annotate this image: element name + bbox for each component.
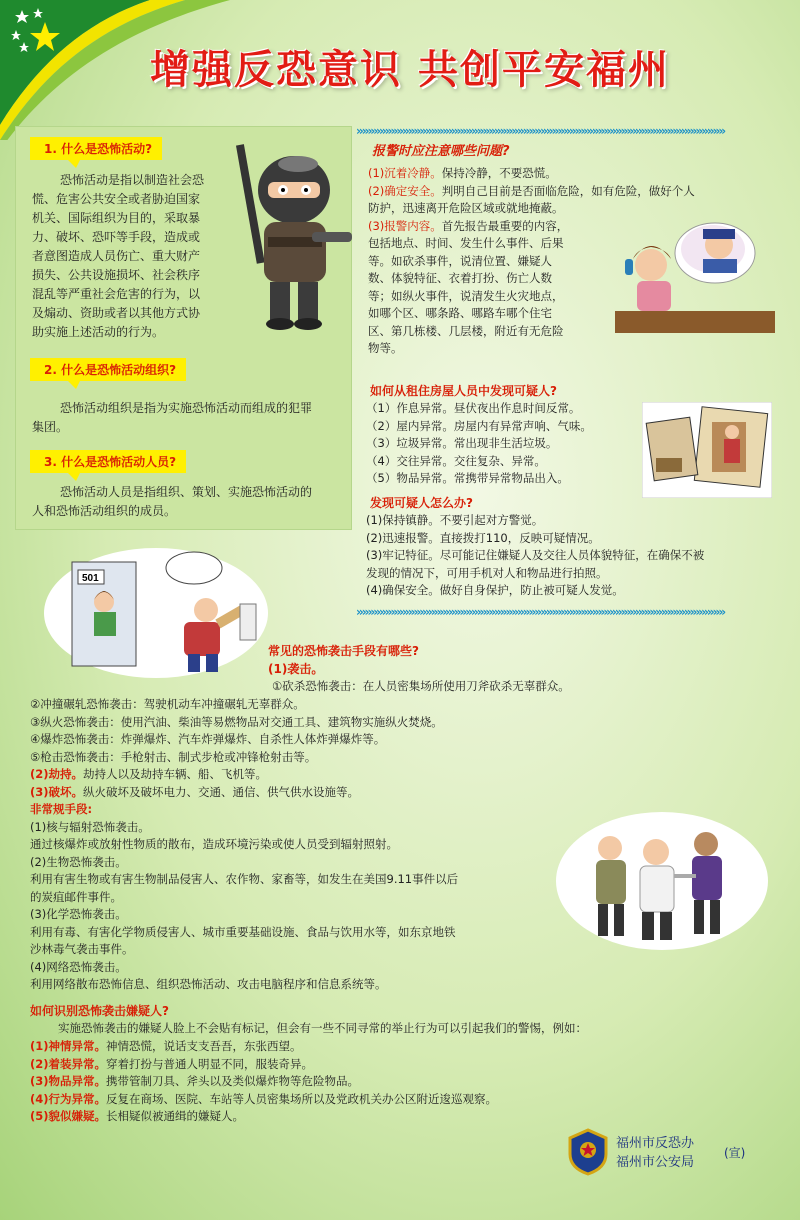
list-item: (2)确定安全。判明自己目前是否面临危险，如有危险，做好个人 — [368, 183, 695, 198]
door-visitor-illustration — [44, 548, 268, 678]
police-badge-icon — [566, 1128, 610, 1176]
list-item: ④爆炸恐怖袭击：炸弹爆炸、汽车炸弹爆炸、自杀性人体炸弹爆炸等。 — [30, 732, 386, 746]
phone-call-illustration — [615, 215, 775, 333]
list-item: ⑤枪击恐怖袭击：手枪射击、制式步枪或冲锋枪射击等。 — [30, 749, 317, 764]
footer-tag: (宣) — [724, 1146, 746, 1160]
masked-terrorist-illustration — [228, 142, 356, 332]
attack-line-1: ①砍杀恐怖袭击：在人员密集场所使用刀斧砍杀无辜群众。 — [272, 679, 570, 693]
list-item: 发现的情况下，可用手机对人和物品进行拍照。 — [366, 565, 608, 580]
list-item: 包括地点、时间、发生什么事件、后果 — [368, 236, 564, 250]
unconventional-heading: 非常规手段: — [30, 802, 93, 816]
list-item: 沙林毒气袭击事件。 — [30, 942, 134, 956]
list-item: （5）物品异常。常携带异常物品出入。 — [366, 471, 569, 485]
list-item: ③纵火恐怖袭击：使用汽油、柴油等易燃物品对交通工具、建筑物实施纵火焚烧。 — [30, 714, 443, 729]
list-item: (1)保持镇静。不要引起对方警觉。 — [366, 513, 544, 527]
list-item: 等。如砍杀事件，说清位置、嫌疑人 — [368, 253, 552, 268]
list-item: (1)沉着冷静。保持冷静，不要恐慌。 — [368, 166, 557, 180]
rental-heading: 如何从租住房屋人员中发现可疑人? — [370, 384, 557, 398]
list-item: (2)迅速报警。直接拨打110，反映可疑情况。 — [366, 530, 600, 545]
attack-heading: 常见的恐怖袭击手段有哪些? — [268, 644, 419, 658]
footer-org-2: 福州市公安局 — [616, 1155, 695, 1170]
found-list — [366, 512, 704, 600]
list-item: 如哪个区、哪条路、哪路车哪个住宅 — [368, 306, 552, 320]
list-item: 通过核爆炸或放射性物质的散布，造成环境污染或使人员受到辐射照射。 — [30, 837, 398, 851]
list-item: (4)行为异常。反复在商场、医院、车站等人员密集场所以及党政机关办公区附近逡巡观察。 — [30, 1091, 498, 1106]
footer-org-1: 福州市反恐办 — [616, 1136, 695, 1151]
attack-list — [30, 696, 458, 994]
found-heading: 发现可疑人怎么办? — [370, 496, 473, 510]
list-item: (4)确保安全。做好自身保护，防止被可疑人发觉。 — [366, 583, 624, 597]
list-item: 的炭疽邮件事件。 — [30, 889, 122, 904]
question-tag-1: 1. 什么是恐怖活动? — [30, 137, 162, 160]
list-item: （4）交往异常。交往复杂、异常。 — [366, 453, 546, 468]
identify-list — [30, 1038, 497, 1126]
list-item: 利用有毒、有害化学物质侵害人、城市重要基础设施、食品与饮用水等，如东京地铁 — [30, 924, 456, 939]
list-item: 利用有害生物或有害生物制品侵害人、农作物、家畜等，如发生在美国9.11事件以后 — [30, 872, 459, 886]
list-item: (1)核与辐射恐怖袭击。 — [30, 819, 150, 834]
suspicious-room-illustration — [642, 402, 772, 498]
list-item: (3)牢记特征。尽可能记住嫌疑人及交往人员体貌特征，在确保不被 — [366, 548, 705, 562]
answer-2: 恐怖活动组织是指为实施恐怖活动而组成的犯罪 集团。 — [32, 401, 313, 434]
list-item: （1）作息异常。昼伏夜出作息时间反常。 — [366, 401, 581, 415]
list-item: (3)破坏。纵火破坏及破坏电力、交通、通信、供气供水设施等。 — [30, 784, 360, 799]
list-item: 利用网络散布恐怖信息、组织恐怖活动、攻击电脑程序和信息系统等。 — [30, 977, 387, 991]
list-item: 防护，迅速离开危险区域或就地掩蔽。 — [368, 201, 564, 215]
list-item: (4)网络恐怖袭击。 — [30, 959, 127, 974]
question-tag-2: 2. 什么是恐怖活动组织? — [30, 358, 186, 381]
answer-1: 恐怖活动是指以制造社会恐 慌、危害公共安全或者胁迫国家 机关、国际组织为目的，采取暴 力、破坏、恐吓等手段，造成或 者意图造成人员伤亡、重大财产 损失、公共设施损坏、社会秩序 混乱等严重社会危害的行为，以 及煽动、资助或者以其他方式协 助实施上述活动的行为。 — [32, 173, 205, 339]
list-item: （2）屋内异常。房屋内有异常声响、气味。 — [366, 418, 592, 433]
chevron-divider: »»»»»»»»»»»»»»»»»»»»»»»»»»»»»»»»»»»»»»»»»»»»»»»»»»»»»»»»»»»»»»»» — [356, 605, 725, 619]
report-heading: 报警时应注意哪些问题? — [372, 144, 510, 159]
list-item: (3)化学恐怖袭击。 — [30, 907, 127, 921]
list-item: (2)生物恐怖袭击。 — [30, 854, 127, 869]
attack-scene-illustration — [556, 812, 768, 950]
identify-heading: 如何识别恐怖袭击嫌疑人? — [30, 1004, 169, 1018]
page-title: 增强反恐意识 共创平安福州 — [150, 47, 670, 93]
list-item: (3)物品异常。携带管制刀具、斧头以及类似爆炸物等危险物品。 — [30, 1074, 360, 1088]
door-number: 501 — [82, 573, 99, 584]
chevron-divider: »»»»»»»»»»»»»»»»»»»»»»»»»»»»»»»»»»»»»»»»»»»»»»»»»»»»»»»»»»»»»»»» — [356, 124, 725, 138]
answer-3: 恐怖活动人员是指组织、策划、实施恐怖活动的 人和恐怖活动组织的成员。 — [32, 485, 313, 518]
attack-sub1: (1)袭击。 — [268, 662, 324, 676]
footer-orgs — [616, 1134, 694, 1172]
rental-list — [366, 400, 592, 488]
list-item: 区、第几栋楼、几层楼，附近有无危险 — [368, 323, 564, 338]
list-item: （3）垃圾异常。常出现非生活垃圾。 — [366, 436, 558, 450]
question-tag-3: 3. 什么是恐怖活动人员? — [30, 450, 186, 473]
list-item: (2)劫持。劫持人以及劫持车辆、船、飞机等。 — [30, 767, 268, 781]
list-item: (3)报警内容。首先报告最重要的内容， — [368, 218, 569, 233]
list-item: (5)貌似嫌疑。长相疑似被通缉的嫌疑人。 — [30, 1109, 245, 1123]
list-item: 数、体貌特征、衣着打扮、伤亡人数 — [368, 271, 552, 285]
list-item: (1)神情异常。神情恐慌，说话支支吾吾，东张西望。 — [30, 1039, 302, 1053]
list-item: (2)着装异常。穿着打扮与普通人明显不同，服装奇异。 — [30, 1056, 314, 1071]
list-item: ②冲撞碾轧恐怖袭击：驾驶机动车冲撞碾轧无辜群众。 — [30, 697, 305, 711]
identify-intro: 实施恐怖袭击的嫌疑人脸上不会贴有标记，但会有一些不同寻常的举止行为可以引起我们的警惕，例如： — [58, 1021, 587, 1035]
list-item: 物等。 — [368, 341, 403, 355]
list-item: 等；如纵火事件，说清发生火灾地点， — [368, 288, 564, 303]
